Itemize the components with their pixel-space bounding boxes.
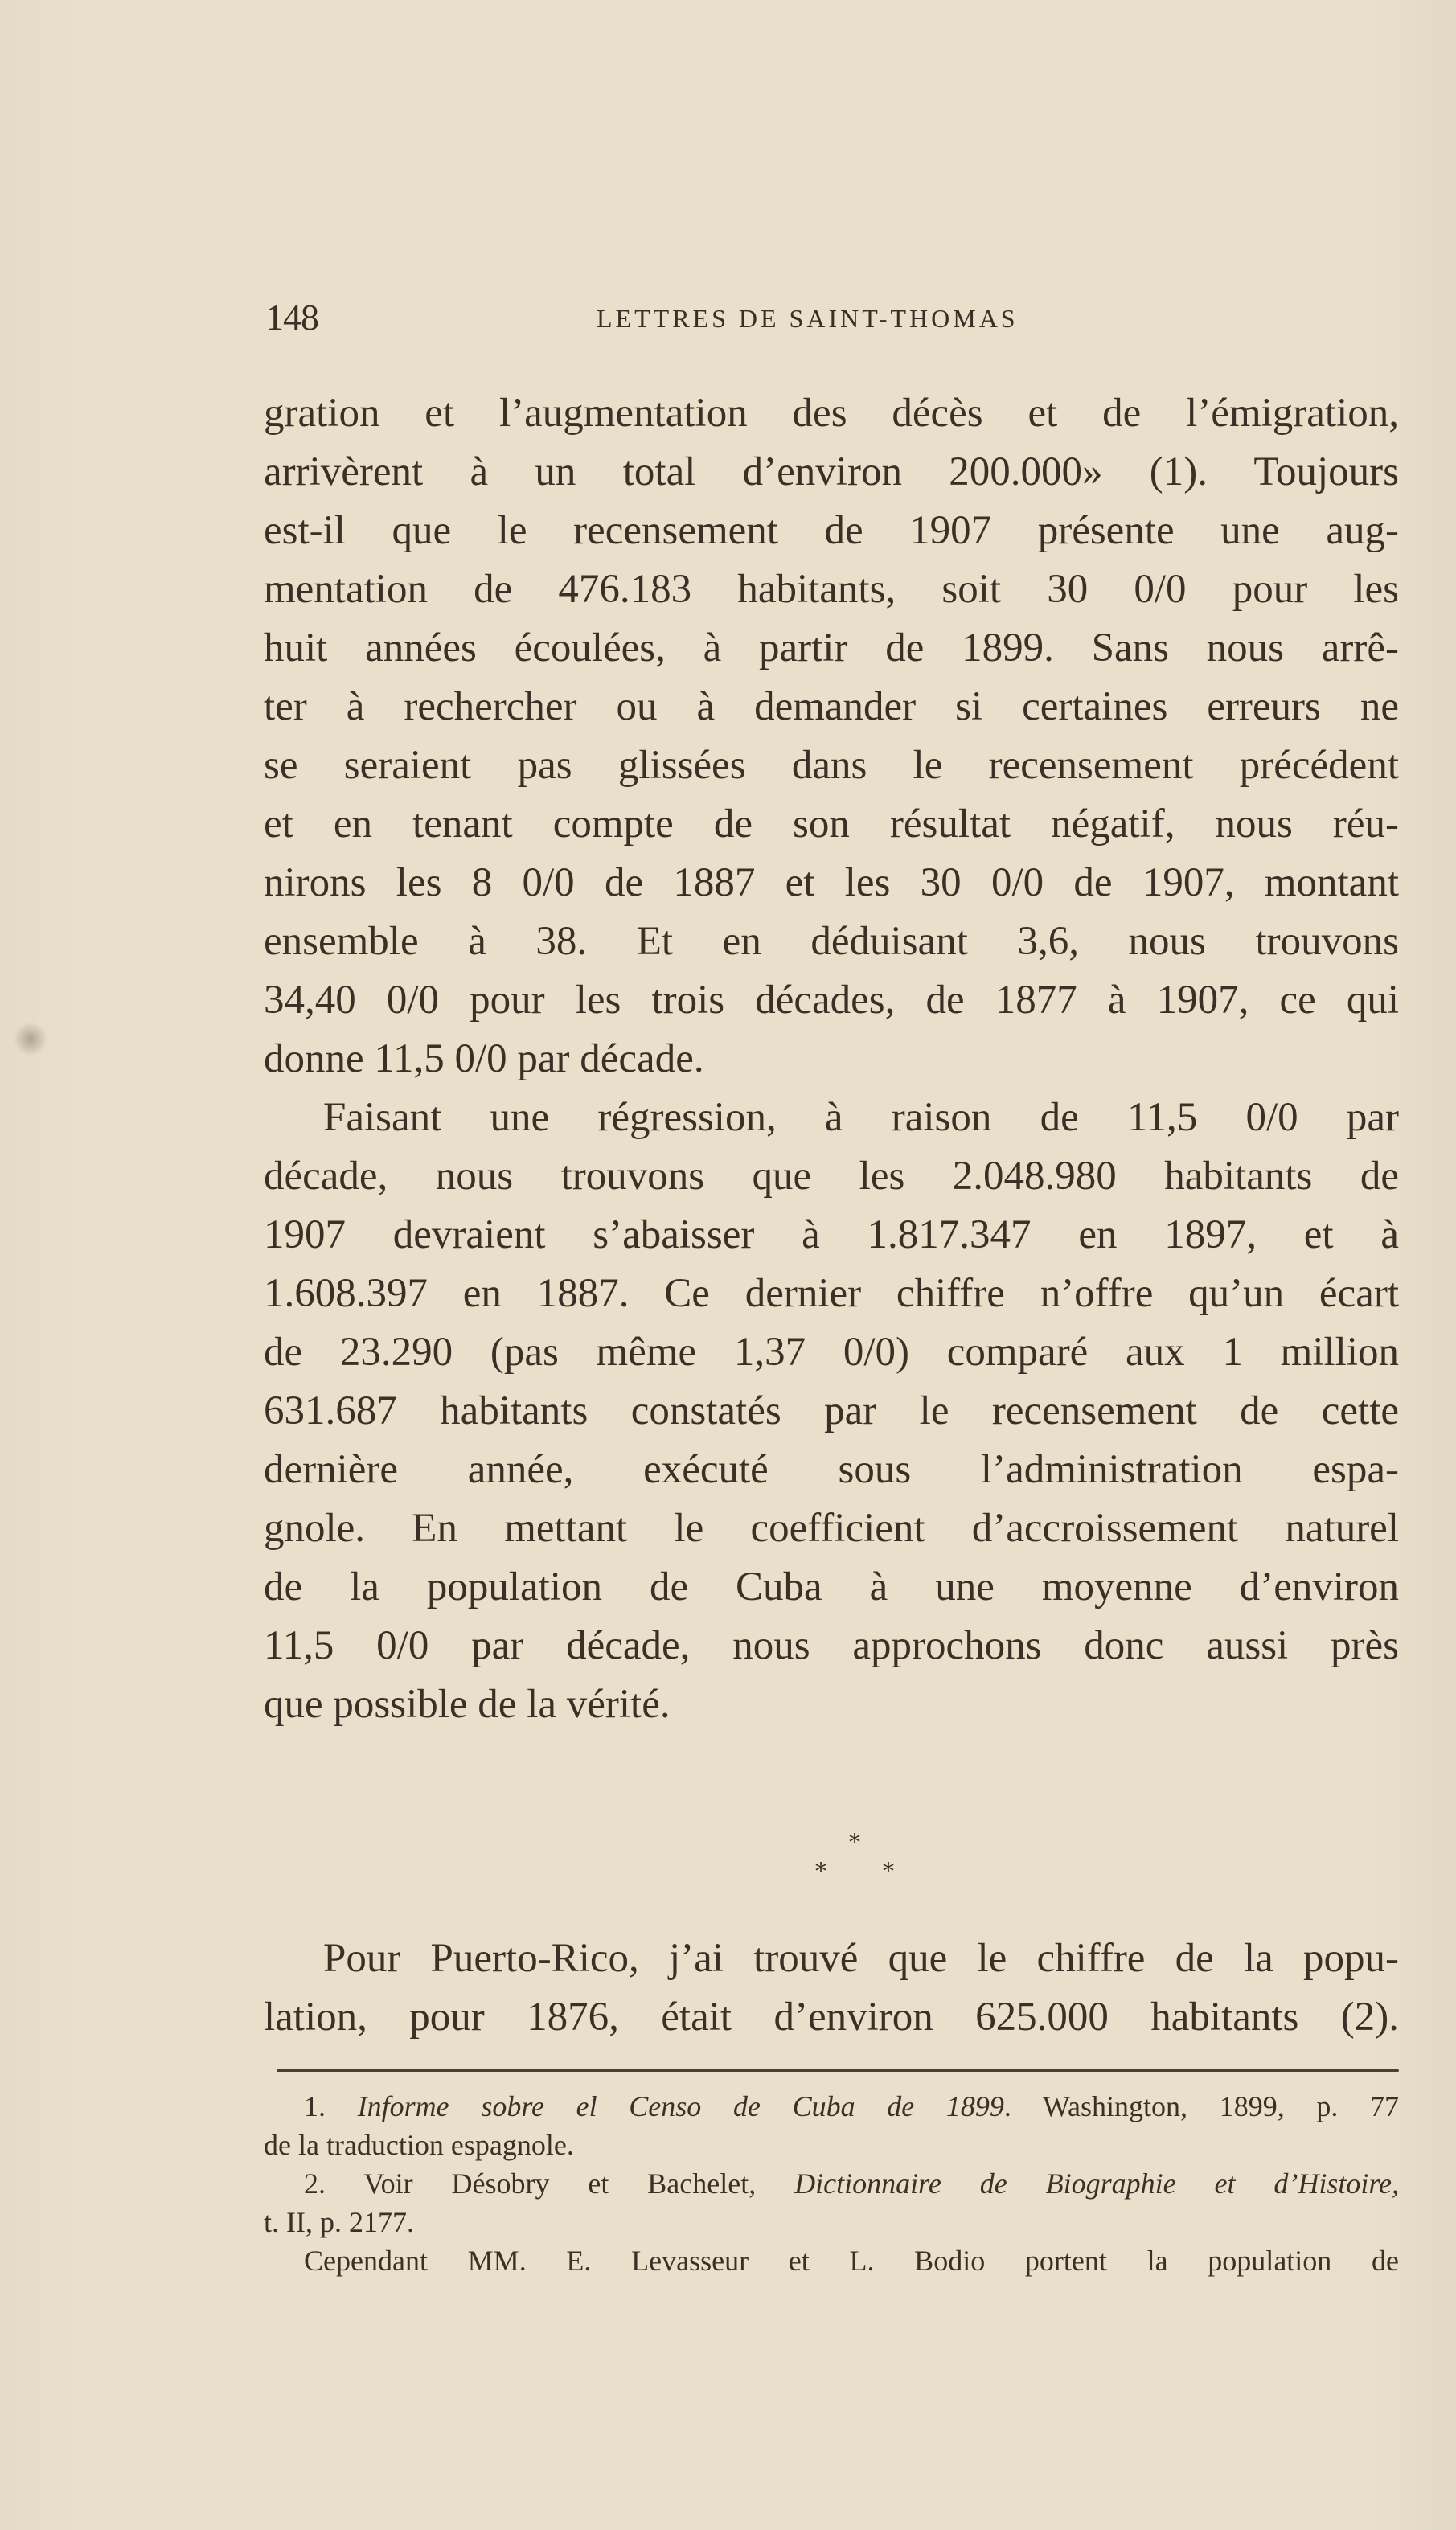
footnote-2-extra: Cependant MM. E. Levasseur et L. Bodio portent la population de bbox=[304, 2245, 1399, 2277]
text-line: que possible de la vérité. bbox=[264, 1682, 671, 1727]
paragraph-regression bbox=[264, 1089, 1399, 1734]
footnote-1 bbox=[264, 2087, 1399, 2126]
text-line: 11,5 0/0 par décade, nous approchons donc aussi près bbox=[264, 1623, 1399, 1668]
footnote-number: 2. bbox=[304, 2167, 326, 2200]
asterisk-icon: * bbox=[815, 1858, 826, 1884]
paragraph-1 bbox=[264, 384, 1399, 1089]
text-line: se seraient pas glissées dans le recensement précédent bbox=[264, 743, 1399, 788]
text-line: Pour Puerto-Rico, j’ai trouvé que le chiffre de la popu- bbox=[323, 1936, 1399, 1981]
text-line: et en tenant compte de son résultat négatif, nous réu- bbox=[264, 802, 1399, 847]
text-line: Faisant une régression, à raison de 11,5 0/0 par bbox=[323, 1095, 1399, 1140]
page-header bbox=[265, 296, 1399, 344]
asterisk-icon: * bbox=[883, 1858, 894, 1884]
text-line: donne 11,5 0/0 par décade. bbox=[264, 1036, 704, 1081]
asterism-divider bbox=[0, 1829, 1456, 1901]
text-line: gration et l’augmentation des décès et de l’émigration, bbox=[264, 391, 1399, 436]
text-line: 1907 devraient s’abaisser à 1.817.347 en 1897, et à bbox=[264, 1212, 1399, 1257]
running-head: LETTRES DE SAINT-THOMAS bbox=[597, 304, 1019, 333]
text-line: 1.608.397 en 1887. Ce dernier chiffre n’offre qu’un écart bbox=[264, 1271, 1399, 1316]
text-line: gnole. En mettant le coefficient d’accroissement naturel bbox=[264, 1506, 1399, 1551]
text-line: huit années écoulées, à partir de 1899. Sans nous arrê- bbox=[264, 625, 1399, 670]
asterisk-icon: * bbox=[849, 1829, 860, 1855]
footnote-1-continuation: de la traduction espagnole. bbox=[264, 2129, 574, 2161]
footnotes bbox=[264, 2087, 1399, 2280]
text-line: dernière année, exécuté sous l’administration espa- bbox=[264, 1447, 1399, 1492]
footnote-title: Dictionnaire de Biographie et d’Histoire, bbox=[794, 2167, 1400, 2200]
footnote-text: Voir Désobry et Bachelet, bbox=[363, 2167, 757, 2200]
footnote-2 bbox=[264, 2164, 1399, 2203]
text-line: 34,40 0/0 pour les trois décades, de 1877 à 1907, ce qui bbox=[264, 978, 1399, 1023]
text-line: 631.687 habitants constatés par le recensement de cette bbox=[264, 1388, 1399, 1433]
text-line: mentation de 476.183 habitants, soit 30 0/0 pour les bbox=[264, 567, 1399, 612]
text-line: lation, pour 1876, était d’environ 625.000 habitants (2). bbox=[264, 1995, 1399, 2040]
text-line: décade, nous trouvons que les 2.048.980 habitants de bbox=[264, 1154, 1399, 1199]
text-line: ensemble à 38. Et en déduisant 3,6, nous trouvons bbox=[264, 919, 1399, 964]
footnote-title: Informe sobre el Censo de Cuba de 1899 bbox=[357, 2090, 1004, 2122]
text-line: ter à rechercher ou à demander si certaines erreurs ne bbox=[264, 684, 1399, 729]
footnote-number: 1. bbox=[304, 2090, 326, 2122]
body-text bbox=[264, 384, 1399, 1734]
margin-smudge bbox=[14, 1021, 47, 1057]
text-line: est-il que le recensement de 1907 présente une aug- bbox=[264, 508, 1399, 553]
text-line: arrivèrent à un total d’environ 200.000» (1). Toujours bbox=[264, 449, 1399, 494]
footnote-2-continuation: t. II, p. 2177. bbox=[264, 2206, 414, 2238]
text-line: de 23.290 (pas même 1,37 0/0) comparé aux 1 million bbox=[264, 1330, 1399, 1375]
footnote-text: . Washington, 1899, p. 77 bbox=[1003, 2090, 1400, 2122]
text-line: de la population de Cuba à une moyenne d’environ bbox=[264, 1564, 1399, 1609]
text-line: nirons les 8 0/0 de 1887 et les 30 0/0 de 1907, montant bbox=[264, 860, 1399, 905]
page-number: 148 bbox=[265, 297, 318, 338]
footnote-rule bbox=[277, 2069, 1399, 2072]
paragraph-puerto-rico bbox=[264, 1929, 1399, 2047]
